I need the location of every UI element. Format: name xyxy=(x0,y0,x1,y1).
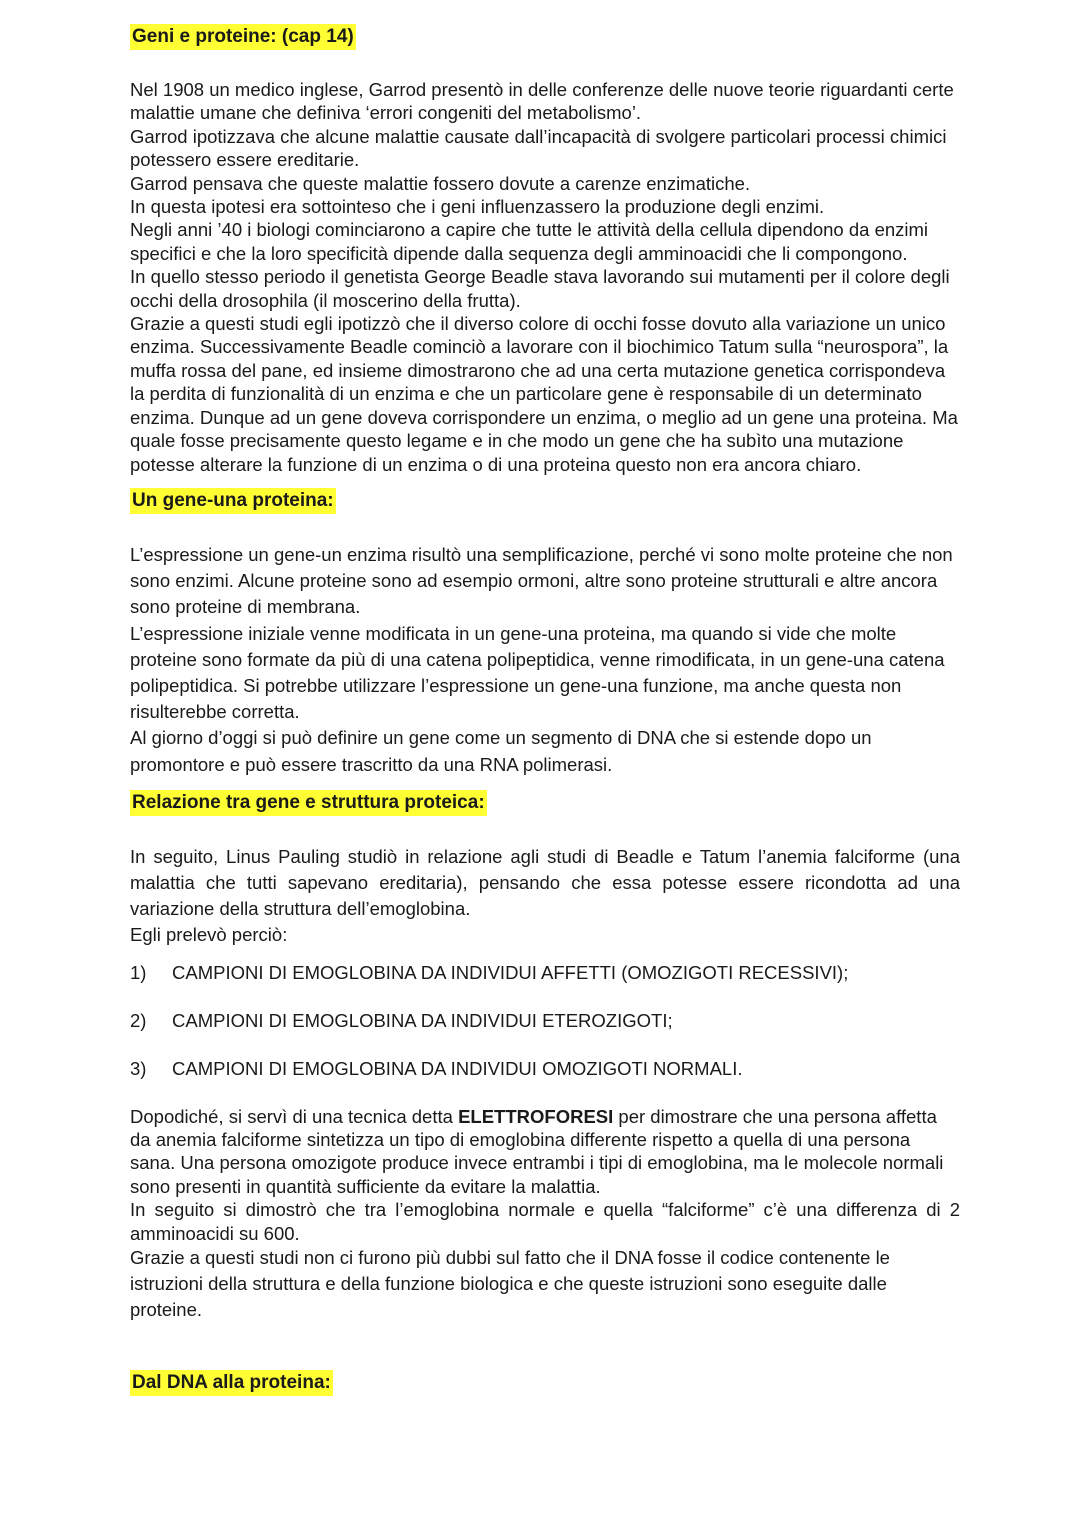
paragraph: Negli anni ’40 i biologi cominciarono a capire che tutte le attività della cellula dipendono da enzimi specifici e che la loro specificità dipende dalla sequenza degli amminoacidi che li compongono. xyxy=(130,219,929,264)
section-heading-dal-dna-alla-proteina: Dal DNA alla proteina: xyxy=(130,1370,333,1396)
paragraph: Grazie a questi studi non ci furono più dubbi sul fatto che il DNA fosse il codice contenente le istruzioni della struttura e della funzione biologica e che queste istruzioni sono eseguite dalle proteine. xyxy=(130,1246,890,1321)
paragraph: L’espressione iniziale venne modificata in un gene-una proteina, ma quando si vide che molte proteine sono formate da più di una catena polipeptidica, venne rimodificata, in un gene-una catena polipeptidica. Si potrebbe utilizzare l’espressione un gene-una funzione, ma anche questa non risulterebbe corretta. xyxy=(130,622,945,723)
list-item xyxy=(130,1009,960,1033)
text-run: Dopodiché, si servì di una tecnica detta xyxy=(130,1105,459,1127)
section-heading-geni-proteine: Geni e proteine: (cap 14) xyxy=(130,24,356,50)
paragraph: Garrod ipotizzava che alcune malattie causate dall’incapacità di svolgere particolari processi chimici potessero essere ereditarie. xyxy=(130,125,947,171)
paragraph: Egli prelevò perciò: xyxy=(130,924,288,946)
paragraph: Grazie a questi studi egli ipotizzò che il diverso colore di occhi fosse dovuto alla variazione un unico enzima. Successivamente Beadle cominciò a lavorare con il biochimico Tatum sulla “neurospora”, la muffa rossa del pane, ed insieme dimostrarono che ad una certa mutazione genetica corrispondeva la perdita di funzionalità di un enzima e che un particolare gene è responsabile di un determinato enzima. Dunque ad un gene doveva corrispondere un enzima, o meglio ad un gene una proteina. Ma quale fosse precisamente questo legame e in che modo un gene che ha subìto una mutazione potesse alterare la funzione di un enzima o di una proteina questo non era ancora chiaro. xyxy=(130,313,958,475)
paragraph: In seguito, Linus Pauling studiò in relazione agli studi di Beadle e Tatum l’anemia falciforme (una malattia che tutti sapevano ereditaria), pensando che essa potesse essere ricondotta ad una variazione della struttura dell’emoglobina. xyxy=(130,845,960,920)
paragraph: Garrod pensava che queste malattie fossero dovute a carenze enzimatiche. xyxy=(130,172,751,194)
list-number: 2) xyxy=(130,1009,147,1031)
list-text: CAMPIONI DI EMOGLOBINA DA INDIVIDUI ETEROZIGOTI; xyxy=(172,1009,673,1031)
list-number: 1) xyxy=(130,961,147,983)
section-heading-un-gene-una-proteina: Un gene-una proteina: xyxy=(130,488,336,514)
paragraph: In quello stesso periodo il genetista George Beadle stava lavorando sui mutamenti per il colore degli occhi della drosophila (il moscerino della frutta). xyxy=(130,266,950,311)
paragraph: L’espressione un gene-un enzima risultò una semplificazione, perché vi sono molte proteine che non sono enzimi. Alcune proteine sono ad esempio ormoni, altre sono proteine strutturali e altre ancora sono proteine di membrana. xyxy=(130,543,953,618)
list-number: 3) xyxy=(130,1057,147,1079)
list-item xyxy=(130,1057,960,1081)
text-run: per dimostrare che una persona affetta da anemia falciforme sintetizza un tipo di emoglobina differente rispetto a quella di una persona sana. Una persona omozigote produce invece entrambi i tipi di emoglobina, ma le molecole normali sono presenti in quantità sufficiente da evitare la malattia. xyxy=(130,1105,944,1197)
paragraph: Nel 1908 un medico inglese, Garrod presentò in delle conferenze delle nuove teorie riguardanti certe malattie umane che definiva ‘errori congeniti del metabolismo’. xyxy=(130,79,954,124)
section-heading-relazione-gene-struttura: Relazione tra gene e struttura proteica: xyxy=(130,790,487,816)
document-page xyxy=(130,24,960,1396)
sample-list xyxy=(130,961,960,1081)
list-text: CAMPIONI DI EMOGLOBINA DA INDIVIDUI OMOZIGOTI NORMALI. xyxy=(172,1057,743,1079)
list-text: CAMPIONI DI EMOGLOBINA DA INDIVIDUI AFFETTI (OMOZIGOTI RECESSIVI); xyxy=(172,961,849,983)
paragraph: In questa ipotesi era sottointeso che i geni influenzassero la produzione degli enzimi. xyxy=(130,196,825,218)
paragraph-elettroforesi xyxy=(130,1105,960,1199)
bold-term: ELETTROFORESI xyxy=(458,1105,614,1127)
paragraph: In seguito si dimostrò che tra l’emoglobina normale e quella “falciforme” c’è una differenza di 2 amminoacidi su 600. xyxy=(130,1199,960,1244)
paragraph: Al giorno d’oggi si può definire un gene come un segmento di DNA che si estende dopo un promontore e può essere trascritto da una RNA polimerasi. xyxy=(130,727,872,775)
list-item xyxy=(130,961,960,985)
